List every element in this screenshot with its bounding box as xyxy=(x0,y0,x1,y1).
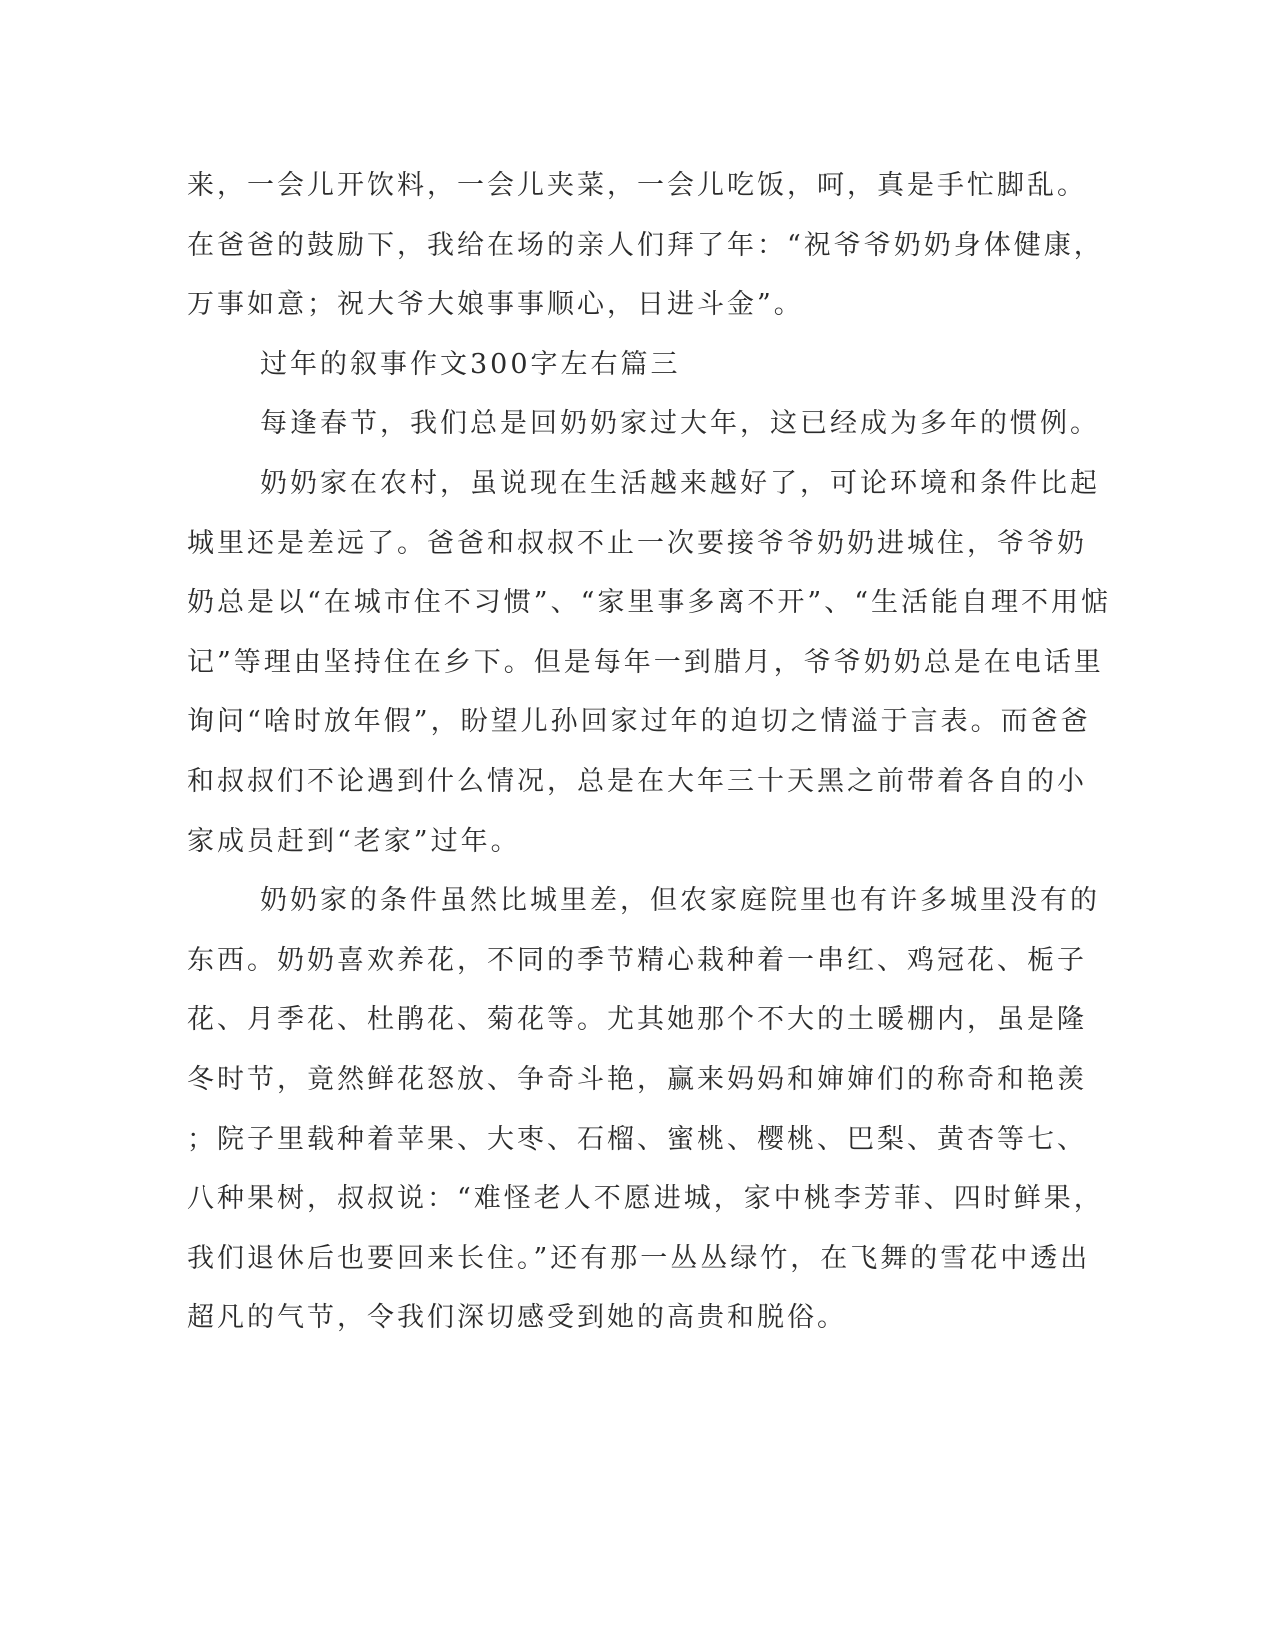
body-line: ；院子里载种着苹果、大枣、石榴、蜜桃、樱桃、巴梨、黄杏等七、 xyxy=(187,1123,1087,1155)
body-line: 询问“啥时放年假”，盼望儿孙回家过年的迫切之情溢于言表。而爸爸 xyxy=(187,706,1091,738)
body-line: 记”等理由坚持住在乡下。但是每年一到腊月，爷爷奶奶总是在电话里 xyxy=(187,646,1104,678)
body-line: 八种果树，叔叔说：“难怪老人不愿进城，家中桃李芳菲、四时鲜果， xyxy=(187,1183,1104,1215)
paragraph-first-line: 奶奶家的条件虽然比城里差，但农家庭院里也有许多城里没有的 xyxy=(260,885,1100,917)
body-line: 城里还是差远了。爸爸和叔叔不止一次要接爷爷奶奶进城住，爷爷奶 xyxy=(187,527,1087,559)
section-heading: 过年的叙事作文300字左右篇三 xyxy=(260,348,681,380)
article-body xyxy=(187,156,1112,1348)
body-line: 万事如意；祝大爷大娘事事顺心，日进斗金”。 xyxy=(187,289,804,321)
body-line: 花、月季花、杜鹃花、菊花等。尤其她那个不大的土暖棚内，虽是隆 xyxy=(187,1004,1087,1036)
paragraph-first-line: 每逢春节，我们总是回奶奶家过大年，这已经成为多年的惯例。 xyxy=(260,408,1100,440)
body-line: 家成员赶到“老家”过年。 xyxy=(187,825,521,857)
body-line: 东西。奶奶喜欢养花，不同的季节精心栽种着一串红、鸡冠花、栀子 xyxy=(187,944,1087,976)
body-line: 冬时节，竟然鲜花怒放、争奇斗艳，赢来妈妈和婶婶们的称奇和艳羡 xyxy=(187,1063,1087,1095)
body-line: 和叔叔们不论遇到什么情况，总是在大年三十天黑之前带着各自的小 xyxy=(187,765,1087,797)
body-line: 奶总是以“在城市住不习惯”、“家里事多离不开”、“生活能自理不用惦 xyxy=(187,587,1112,619)
paragraph-first-line: 奶奶家在农村，虽说现在生活越来越好了，可论环境和条件比起 xyxy=(260,467,1100,499)
body-line: 超凡的气节，令我们深切感受到她的高贵和脱俗。 xyxy=(187,1302,847,1334)
body-line: 我们退休后也要回来长住。”还有那一丛丛绿竹，在飞舞的雪花中透出 xyxy=(187,1242,1091,1274)
body-line: 在爸爸的鼓励下，我给在场的亲人们拜了年：“祝爷爷奶奶身体健康， xyxy=(187,229,1104,261)
body-line: 来，一会儿开饮料，一会儿夹菜，一会儿吃饭，呵，真是手忙脚乱。 xyxy=(187,170,1087,201)
